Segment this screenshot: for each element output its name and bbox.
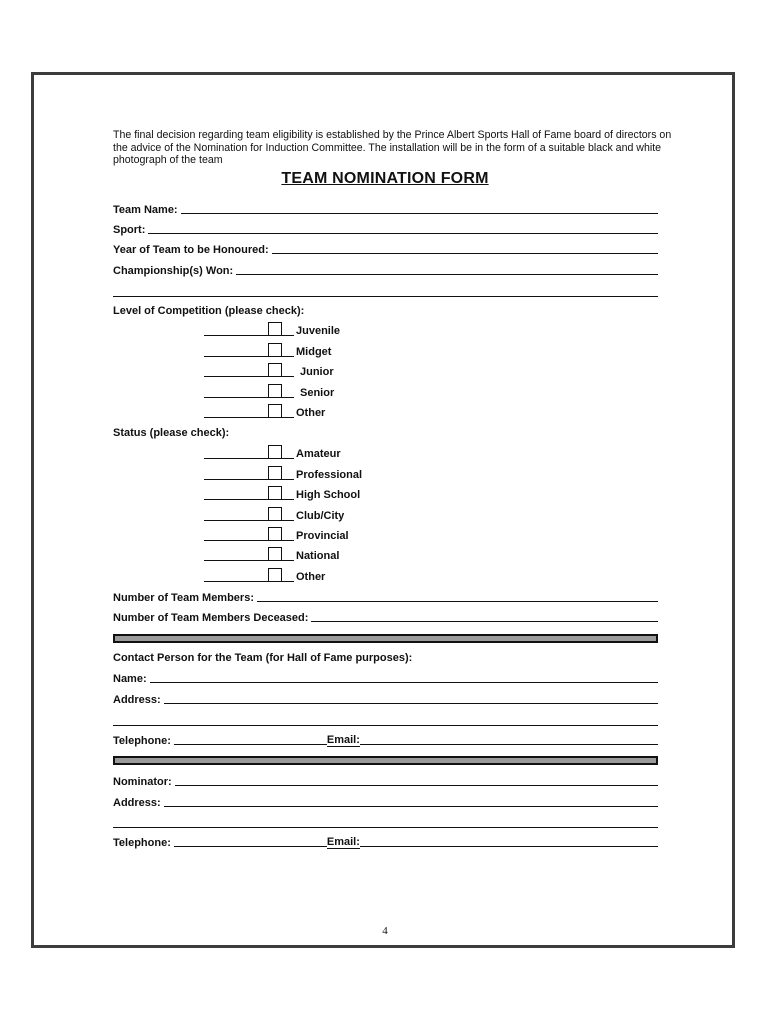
checkbox[interactable] xyxy=(268,343,282,357)
sport-label: Sport: xyxy=(113,224,146,236)
year-label: Year of Team to be Honoured: xyxy=(113,244,269,256)
sport-line[interactable] xyxy=(148,233,658,234)
nominator-line[interactable] xyxy=(175,785,658,786)
checkbox[interactable] xyxy=(268,445,282,459)
checkbox[interactable] xyxy=(268,486,282,500)
contact-telephone-label: Telephone: xyxy=(113,735,171,747)
checkbox[interactable] xyxy=(268,527,282,541)
intro-paragraph: The final decision regarding team eligibility is established by the Prince Albert Sports Hall of Fame board of directors on the advice of the Nomination for Induction Committee. The installation will be in the form of a suitable black and white photograph of the team xyxy=(113,129,672,166)
level-option-juvenile[interactable]: Juvenile xyxy=(204,320,340,338)
contact-address-line[interactable] xyxy=(164,703,658,704)
championships-extra-line[interactable] xyxy=(113,296,658,297)
status-heading: Status (please check): xyxy=(113,427,230,439)
contact-name-field[interactable] xyxy=(113,671,658,685)
checkbox[interactable] xyxy=(268,404,282,418)
checkbox[interactable] xyxy=(268,466,282,480)
year-field[interactable] xyxy=(113,242,658,256)
nominator-telephone-line[interactable] xyxy=(174,846,327,847)
year-line[interactable] xyxy=(272,253,658,254)
level-option-senior[interactable]: Senior xyxy=(204,382,334,400)
nominator-address-extra-line[interactable] xyxy=(113,827,658,828)
sport-field[interactable] xyxy=(113,222,658,236)
contact-address-extra-line[interactable] xyxy=(113,725,658,726)
level-option-other[interactable]: Other xyxy=(204,402,325,420)
team-members-field[interactable] xyxy=(113,590,658,604)
nominator-phone-email-row[interactable] xyxy=(113,835,658,849)
contact-email-label: Email: xyxy=(326,734,360,746)
nominator-email-line[interactable] xyxy=(360,846,658,847)
status-option-other[interactable]: Other xyxy=(204,566,325,584)
status-option-national[interactable]: National xyxy=(204,545,339,563)
nominator-field[interactable] xyxy=(113,774,658,788)
section-divider xyxy=(113,634,658,643)
contact-phone-email-row[interactable] xyxy=(113,733,658,747)
nominator-email-label: Email: xyxy=(326,836,360,848)
team-name-field[interactable] xyxy=(113,202,658,216)
status-option-professional[interactable]: Professional xyxy=(204,464,362,482)
level-option-midget[interactable]: Midget xyxy=(204,341,331,359)
checkbox[interactable] xyxy=(268,547,282,561)
team-members-line[interactable] xyxy=(257,601,658,602)
page-number: 4 xyxy=(382,925,388,937)
nominator-address-line[interactable] xyxy=(164,806,658,807)
contact-email-line[interactable] xyxy=(360,744,658,745)
page-title: TEAM NOMINATION FORM xyxy=(281,170,489,187)
checkbox[interactable] xyxy=(268,322,282,336)
status-option-provincial[interactable]: Provincial xyxy=(204,525,349,543)
deceased-members-label: Number of Team Members Deceased: xyxy=(113,612,309,624)
section-divider xyxy=(113,756,658,765)
level-option-junior[interactable]: Junior xyxy=(204,361,334,379)
nominator-telephone-label: Telephone: xyxy=(113,837,171,849)
team-name-line[interactable] xyxy=(181,213,658,214)
championships-label: Championship(s) Won: xyxy=(113,265,234,277)
contact-address-field[interactable] xyxy=(113,692,658,706)
contact-name-line[interactable] xyxy=(150,682,658,683)
deceased-members-line[interactable] xyxy=(311,621,658,622)
status-option-amateur[interactable]: Amateur xyxy=(204,443,341,461)
status-option-high-school[interactable]: High School xyxy=(204,484,360,502)
nominator-address-field[interactable] xyxy=(113,795,658,809)
contact-heading: Contact Person for the Team (for Hall of Fame purposes): xyxy=(113,652,413,664)
checkbox[interactable] xyxy=(268,384,282,398)
championships-field[interactable] xyxy=(113,263,658,277)
nominator-label: Nominator: xyxy=(113,776,172,788)
checkbox[interactable] xyxy=(268,568,282,582)
contact-address-label: Address: xyxy=(113,694,161,706)
level-heading: Level of Competition (please check): xyxy=(113,305,305,317)
nominator-address-label: Address: xyxy=(113,797,161,809)
team-members-label: Number of Team Members: xyxy=(113,592,254,604)
status-option-club-city[interactable]: Club/City xyxy=(204,505,344,523)
team-name-label: Team Name: xyxy=(113,204,178,216)
contact-telephone-line[interactable] xyxy=(174,744,327,745)
championships-line[interactable] xyxy=(236,274,658,275)
contact-name-label: Name: xyxy=(113,673,147,685)
checkbox[interactable] xyxy=(268,507,282,521)
deceased-members-field[interactable] xyxy=(113,610,658,624)
checkbox[interactable] xyxy=(268,363,282,377)
